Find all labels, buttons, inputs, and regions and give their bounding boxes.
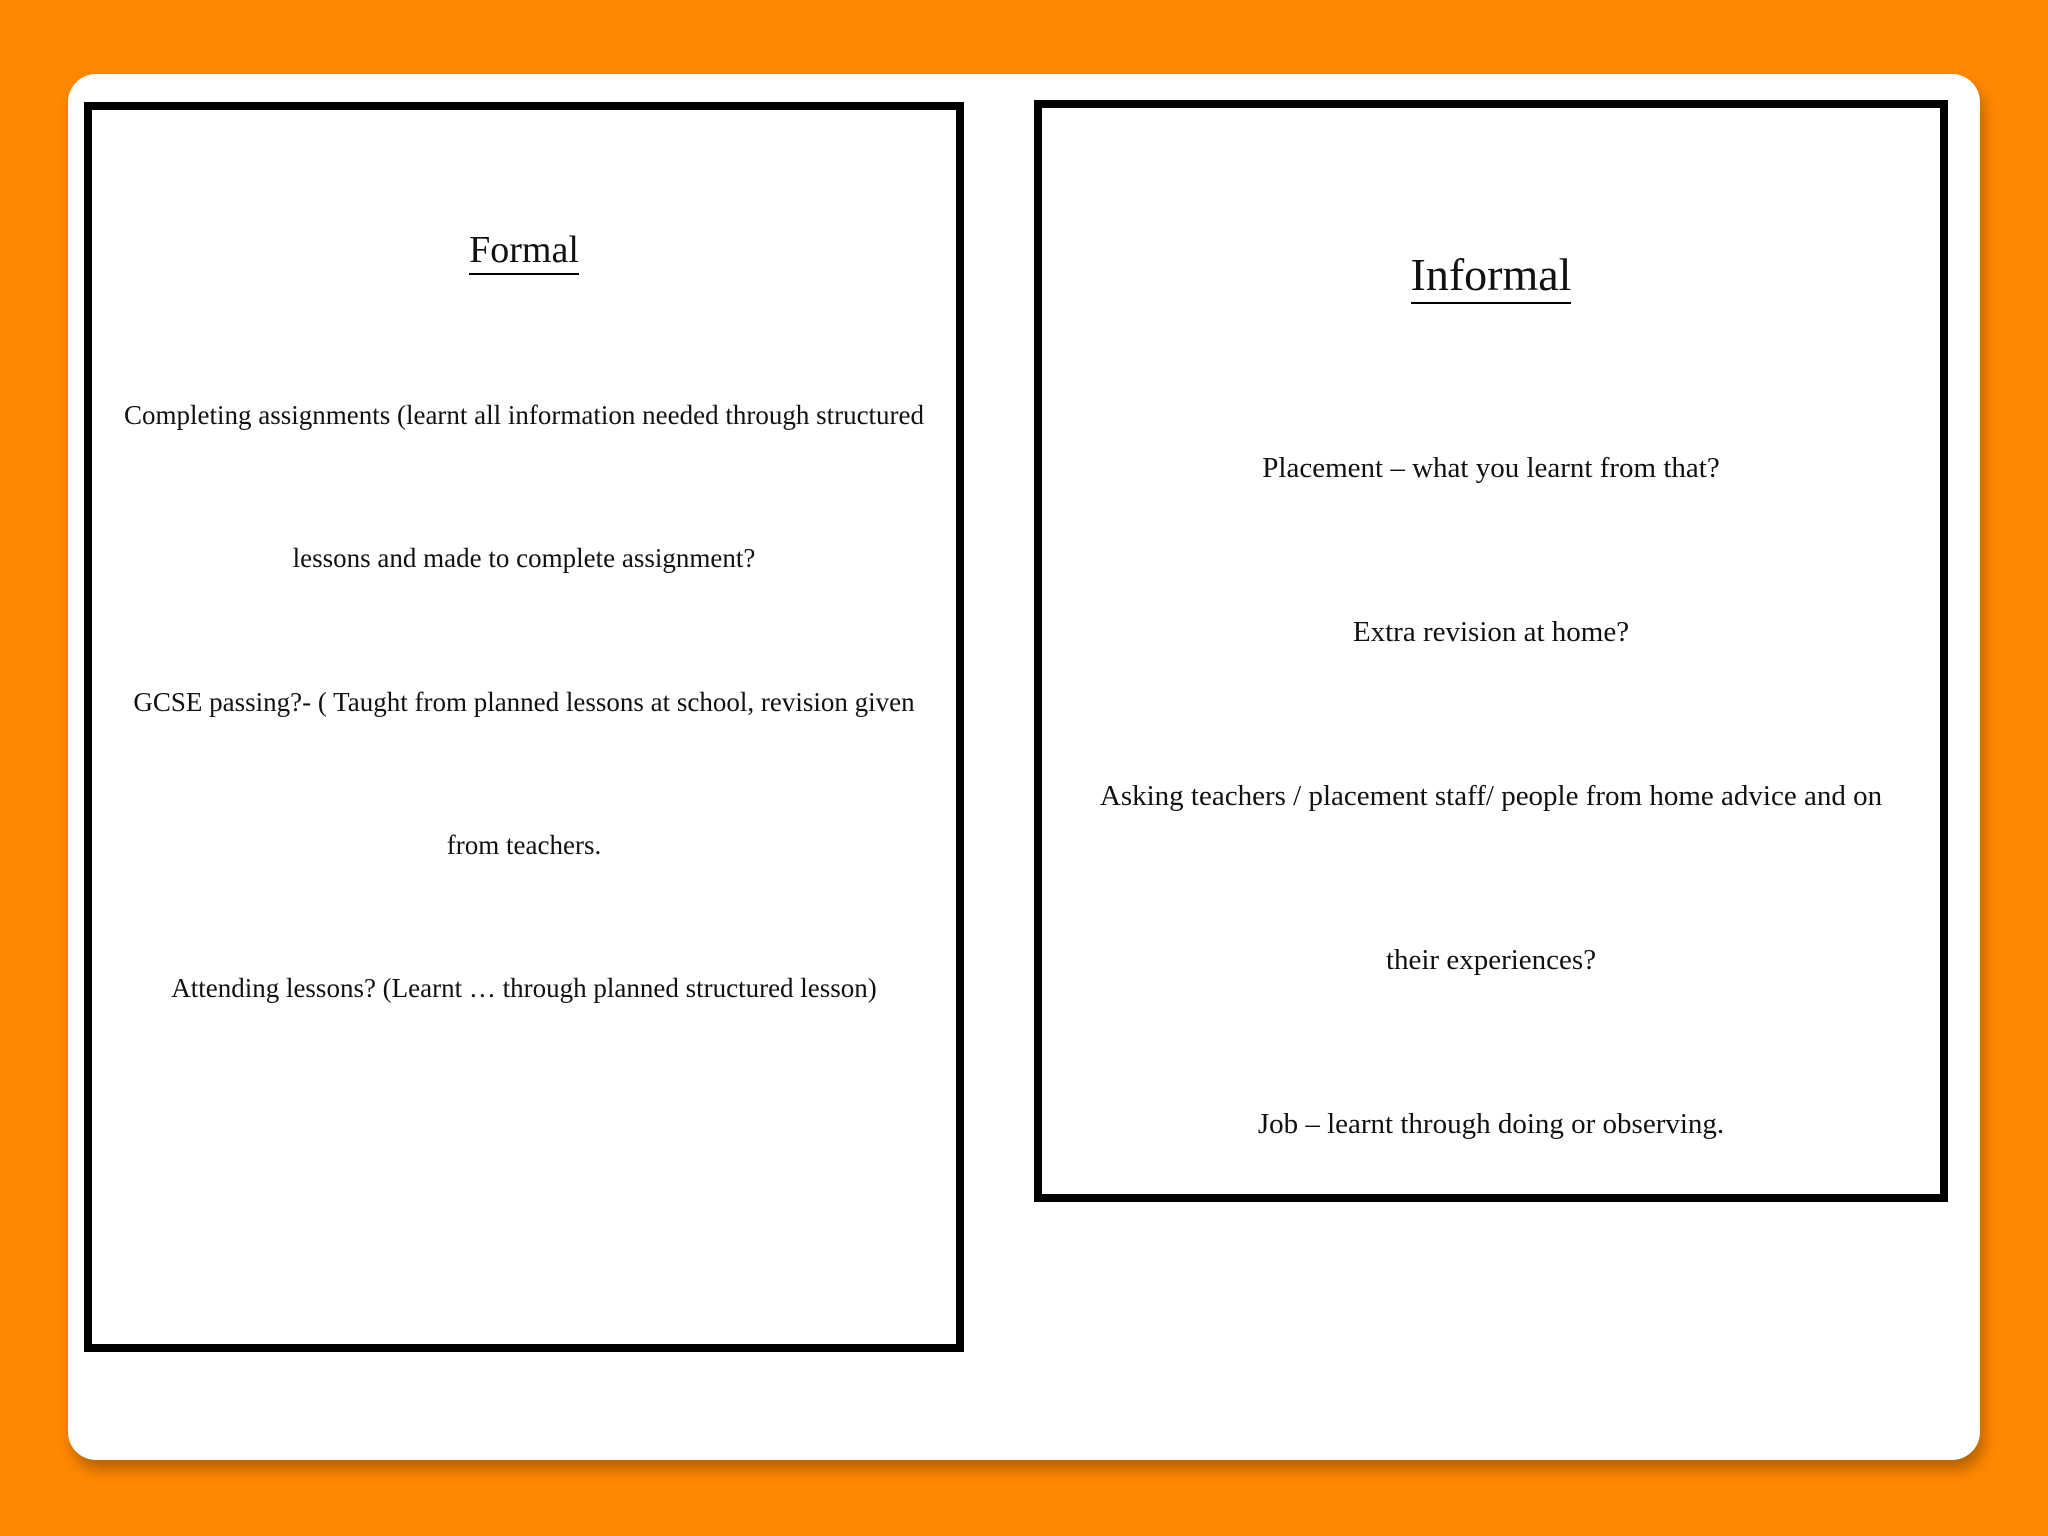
- informal-line: Job – learnt through doing or observing.: [1257, 1108, 1725, 1140]
- slide-card: [68, 74, 1980, 1460]
- formal-line: Completing assignments (learnt all information needed through structured: [123, 400, 925, 430]
- informal-line: Asking teachers / placement staff/ people from home advice and on: [1099, 780, 1883, 812]
- informal-heading: Informal: [1042, 248, 1940, 301]
- formal-box: [84, 102, 964, 1352]
- formal-line: lessons and made to complete assignment?: [292, 543, 756, 573]
- formal-heading: Formal: [92, 228, 956, 272]
- informal-line: Placement – what you learnt from that?: [1262, 452, 1720, 484]
- formal-line: Attending lessons? (Learnt … through planned structured lesson): [171, 973, 877, 1003]
- informal-box: [1034, 100, 1948, 1202]
- informal-line: their experiences?: [1385, 944, 1597, 976]
- informal-line: Extra revision at home?: [1352, 616, 1630, 648]
- formal-line: GCSE passing?- ( Taught from planned lessons at school, revision given: [133, 687, 915, 717]
- formal-line: from teachers.: [446, 830, 602, 860]
